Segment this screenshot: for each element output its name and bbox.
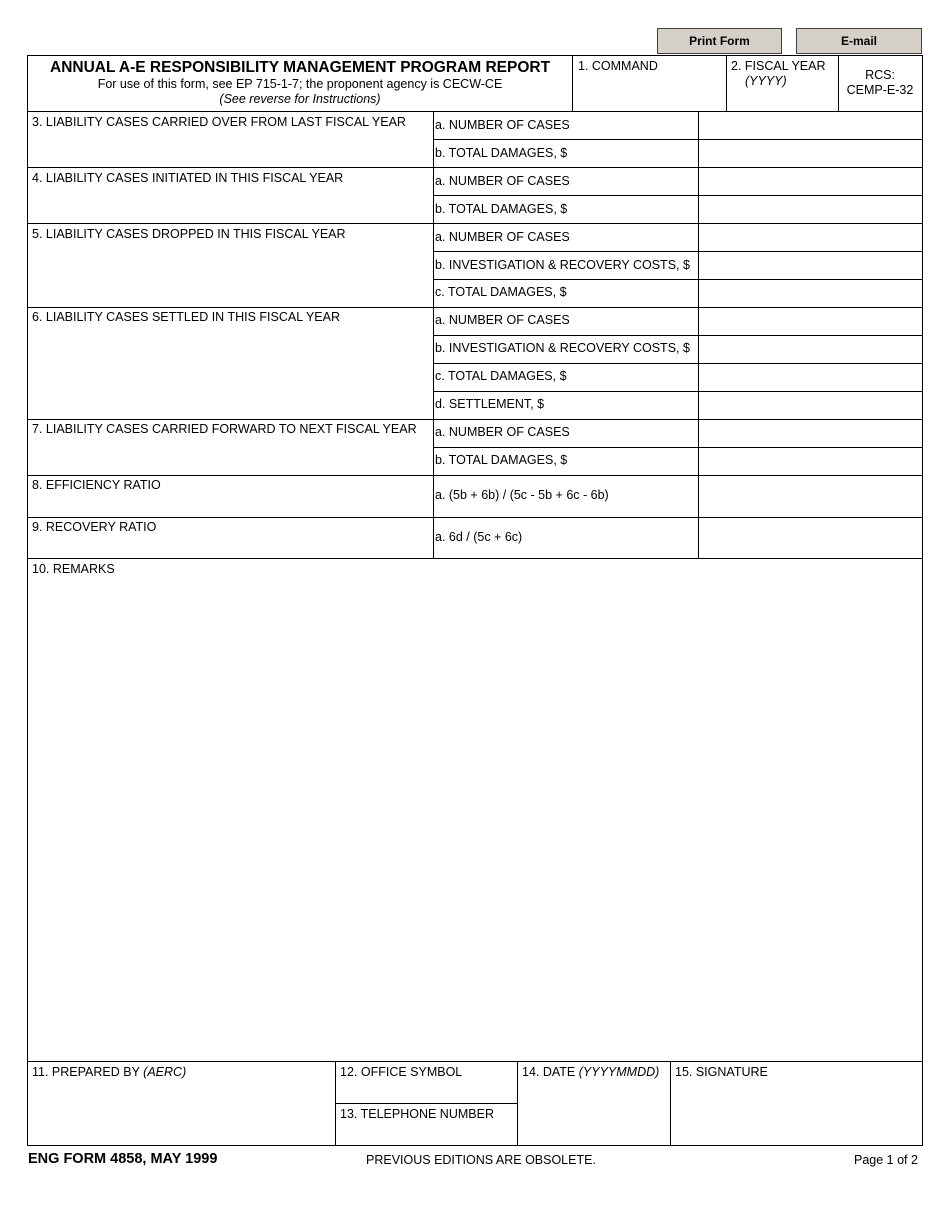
rcs-label: RCS:	[865, 68, 895, 82]
section-4b-label: b. TOTAL DAMAGES, $	[435, 202, 568, 216]
section-5c-label: c. TOTAL DAMAGES, $	[435, 285, 567, 299]
print-form-button[interactable]: Print Form	[657, 28, 782, 54]
section-3-label: 3. LIABILITY CASES CARRIED OVER FROM LAST FISCAL YEAR	[32, 115, 406, 129]
command-field[interactable]	[573, 74, 726, 110]
date-field[interactable]	[518, 1082, 669, 1144]
section-9-label: 9. RECOVERY RATIO	[32, 520, 157, 534]
efficiency-ratio-field[interactable]	[699, 476, 921, 517]
section-7b-label: b. TOTAL DAMAGES, $	[435, 453, 568, 467]
form-subtitle: For use of this form, see EP 715-1-7; the proponent agency is CECW-CE	[97, 77, 503, 91]
section-9a-label: a. 6d / (5c + 6c)	[435, 530, 523, 544]
form-instructions-note: (See reverse for Instructions)	[219, 92, 381, 106]
rcs-value: CEMP-E-32	[846, 83, 914, 97]
section-3a-label: a. NUMBER OF CASES	[435, 118, 570, 132]
section-5b-label: b. INVESTIGATION & RECOVERY COSTS, $	[435, 258, 690, 272]
date-label: 14. DATE (YYYYMMDD)	[522, 1065, 660, 1079]
section-5b-field[interactable]	[699, 252, 921, 279]
section-7b-field[interactable]	[699, 448, 921, 475]
section-5a-field[interactable]	[699, 224, 921, 251]
section-4-label: 4. LIABILITY CASES INITIATED IN THIS FISCAL YEAR	[32, 171, 344, 185]
fiscal-year-label: 2. FISCAL YEAR	[731, 59, 826, 73]
office-symbol-field[interactable]	[336, 1080, 516, 1102]
signature-field[interactable]	[671, 1082, 921, 1144]
section-6-label: 6. LIABILITY CASES SETTLED IN THIS FISCAL YEAR	[32, 310, 340, 324]
form-id: ENG FORM 4858, MAY 1999	[28, 1151, 218, 1167]
section-4b-field[interactable]	[699, 196, 921, 223]
telephone-field[interactable]	[336, 1122, 516, 1144]
recovery-ratio-field[interactable]	[699, 518, 921, 558]
section-8-label: 8. EFFICIENCY RATIO	[32, 478, 161, 492]
section-6b-field[interactable]	[699, 336, 921, 363]
section-5a-label: a. NUMBER OF CASES	[435, 230, 570, 244]
section-8a-label: a. (5b + 6b) / (5c - 5b + 6c - 6b)	[435, 488, 609, 502]
section-5c-field[interactable]	[699, 280, 921, 307]
section-6b-label: b. INVESTIGATION & RECOVERY COSTS, $	[435, 341, 690, 355]
page-number: Page 1 of 2	[854, 1153, 918, 1167]
section-6a-label: a. NUMBER OF CASES	[435, 313, 570, 327]
obsolete-note: PREVIOUS EDITIONS ARE OBSOLETE.	[366, 1153, 596, 1167]
section-7a-label: a. NUMBER OF CASES	[435, 425, 570, 439]
section-3b-label: b. TOTAL DAMAGES, $	[435, 146, 568, 160]
office-symbol-label: 12. OFFICE SYMBOL	[340, 1065, 463, 1079]
prepared-by-field[interactable]	[29, 1082, 334, 1144]
command-label: 1. COMMAND	[578, 59, 658, 73]
fiscal-year-hint: (YYYY)	[745, 74, 787, 88]
section-5-label: 5. LIABILITY CASES DROPPED IN THIS FISCAL YEAR	[32, 227, 346, 241]
email-button[interactable]: E-mail	[796, 28, 922, 54]
fiscal-year-field[interactable]	[727, 89, 838, 110]
remarks-field[interactable]	[30, 578, 920, 1058]
prepared-by-label: 11. PREPARED BY (AERC)	[32, 1065, 187, 1079]
section-3b-field[interactable]	[699, 140, 921, 167]
section-7a-field[interactable]	[699, 420, 921, 447]
section-6d-label: d. SETTLEMENT, $	[435, 397, 545, 411]
section-6c-label: c. TOTAL DAMAGES, $	[435, 369, 567, 383]
section-3a-field[interactable]	[699, 112, 921, 139]
remarks-label: 10. REMARKS	[32, 562, 115, 576]
section-7-label: 7. LIABILITY CASES CARRIED FORWARD TO NEXT FISCAL YEAR	[32, 422, 417, 436]
signature-label: 15. SIGNATURE	[675, 1065, 768, 1079]
telephone-label: 13. TELEPHONE NUMBER	[340, 1107, 494, 1121]
form-title: ANNUAL A-E RESPONSIBILITY MANAGEMENT PROGRAM REPORT	[50, 59, 551, 76]
section-6d-field[interactable]	[699, 392, 921, 419]
section-6a-field[interactable]	[699, 308, 921, 335]
section-4a-field[interactable]	[699, 168, 921, 195]
section-4a-label: a. NUMBER OF CASES	[435, 174, 570, 188]
section-6c-field[interactable]	[699, 364, 921, 391]
